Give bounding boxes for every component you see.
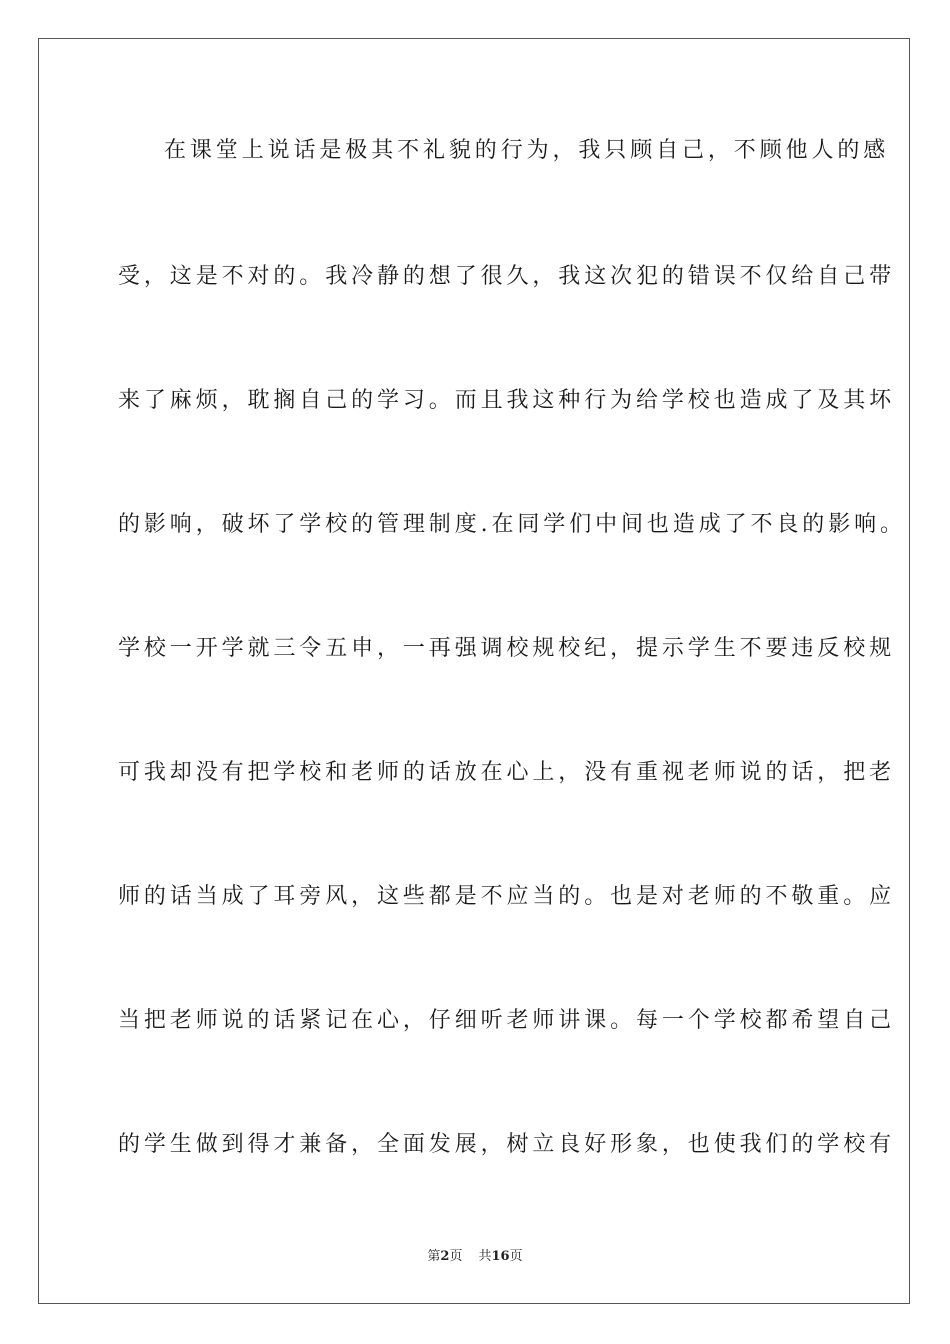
paragraph-line: 来了麻烦，耽搁自己的学习。而且我这种行为给学校也造成了及其坏 <box>118 388 896 413</box>
total-prefix: 共 <box>478 1249 492 1264</box>
total-suffix: 页 <box>509 1249 523 1264</box>
paragraph-line: 师的话当成了耳旁风，这些都是不应当的。也是对老师的不敬重。应 <box>118 884 896 909</box>
paragraph-line: 可我却没有把学校和老师的话放在心上，没有重视老师说的话，把老 <box>118 760 896 785</box>
paragraph-line: 的影响，破坏了学校的管理制度.在同学们中间也造成了不良的影响。 <box>118 512 906 537</box>
page-prefix: 第 <box>427 1249 441 1264</box>
page-suffix: 页 <box>449 1249 463 1264</box>
page-number: 2 <box>440 1249 450 1264</box>
page-frame <box>38 38 910 1304</box>
paragraph-line: 在课堂上说话是极其不礼貌的行为，我只顾自己，不顾他人的感 <box>164 138 890 163</box>
page-footer <box>0 1248 950 1266</box>
paragraph-line: 学校一开学就三令五申，一再强调校规校纪，提示学生不要违反校规 <box>118 636 896 661</box>
paragraph-line: 的学生做到得才兼备，全面发展，树立良好形象，也使我们的学校有 <box>118 1132 896 1157</box>
paragraph-line: 当把老师说的话紧记在心，仔细听老师讲课。每一个学校都希望自己 <box>118 1008 896 1033</box>
paragraph-line: 受，这是不对的。我冷静的想了很久，我这次犯的错误不仅给自己带 <box>118 264 896 289</box>
total-pages: 16 <box>491 1249 510 1264</box>
